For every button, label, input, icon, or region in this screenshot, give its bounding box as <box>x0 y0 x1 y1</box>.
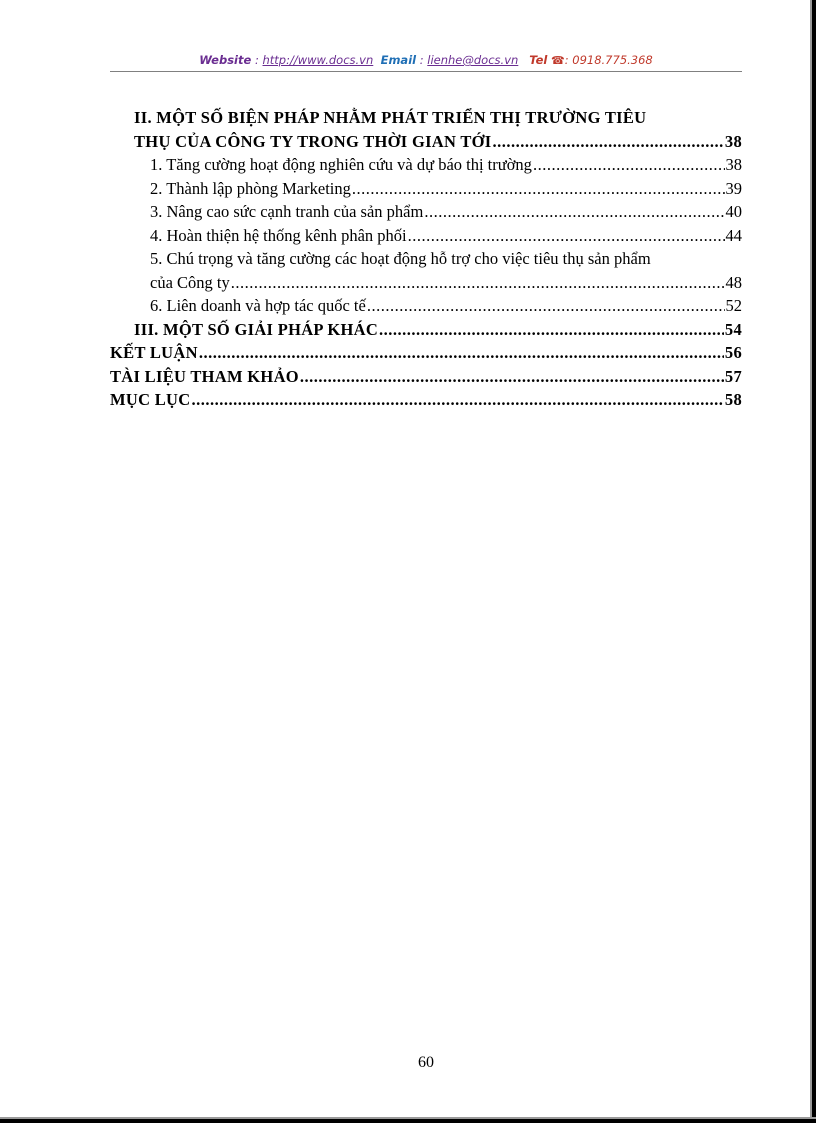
dot-leader <box>199 341 724 365</box>
page-header <box>110 50 742 70</box>
toc-item[interactable] <box>110 224 742 248</box>
dot-leader <box>352 177 725 201</box>
toc-section-ii-line1: II. MỘT SỐ BIỆN PHÁP NHẰM PHÁT TRIỂN THỊ TRƯỜNG TIÊU <box>134 108 647 127</box>
toc-chapter-label: MỤC LỤC <box>110 390 191 409</box>
toc-page-number: 38 <box>725 155 742 174</box>
toc-section-label: III. MỘT SỐ GIẢI PHÁP KHÁC <box>134 319 379 339</box>
toc-item-label: 6. Liên doanh và hợp tác quốc tế <box>150 296 366 315</box>
toc-page-number: 39 <box>725 178 742 198</box>
dot-leader <box>367 294 725 318</box>
toc-page-number: 48 <box>725 272 742 292</box>
website-separator: : <box>251 53 263 67</box>
email-label: Email <box>380 53 417 67</box>
toc-item-5[interactable] <box>110 271 742 295</box>
toc-item[interactable] <box>110 153 742 177</box>
website-link[interactable]: http://www.docs.vn <box>262 53 374 67</box>
website-label: Website <box>199 53 252 67</box>
dot-leader <box>493 130 724 154</box>
table-of-contents <box>110 106 742 412</box>
tel-label: Tel <box>529 53 548 67</box>
toc-page-number: 56 <box>724 343 742 362</box>
phone-icon: ☎ <box>551 54 565 67</box>
dot-leader <box>191 388 723 412</box>
toc-tai-lieu[interactable] <box>110 365 742 389</box>
dot-leader <box>533 153 725 177</box>
dot-leader <box>300 365 724 389</box>
dot-leader <box>379 318 724 342</box>
toc-item-6[interactable] <box>110 294 742 318</box>
toc-item-label: của Công ty <box>150 272 230 292</box>
toc-page-number: 38 <box>724 131 742 151</box>
toc-item-label: 3. Nâng cao sức cạnh tranh của sản phẩm <box>150 202 424 221</box>
toc-section-iii[interactable] <box>110 318 742 342</box>
toc-page-number: 52 <box>725 296 742 315</box>
toc-section-ii-line2: THỤ CỦA CÔNG TY TRONG THỜI GIAN TỚI <box>134 131 492 151</box>
dot-leader <box>408 224 725 248</box>
toc-muc-luc[interactable] <box>110 388 742 412</box>
dot-leader <box>231 271 725 295</box>
toc-page-number: 40 <box>725 202 742 221</box>
toc-item[interactable] <box>110 177 742 201</box>
toc-page-number: 54 <box>724 319 742 339</box>
page-number: 60 <box>418 1054 434 1071</box>
dot-leader <box>424 200 724 224</box>
toc-page-number: 44 <box>725 225 742 245</box>
toc-chapter-label: KẾT LUẬN <box>110 343 198 362</box>
toc-page-number: 57 <box>724 366 742 386</box>
toc-page-number: 58 <box>724 390 742 409</box>
toc-item[interactable] <box>110 200 742 224</box>
toc-item-label: 2. Thành lập phòng Marketing <box>150 178 351 198</box>
page-edge-right <box>812 0 816 1123</box>
toc-item-label: 4. Hoàn thiện hệ thống kênh phân phối <box>150 225 407 245</box>
email-link[interactable]: lienhe@docs.vn <box>427 53 519 67</box>
toc-ket-luan[interactable] <box>110 341 742 365</box>
toc-section-ii[interactable] <box>110 130 742 154</box>
email-separator: : <box>416 53 428 67</box>
toc-chapter-label: TÀI LIỆU THAM KHẢO <box>110 366 299 386</box>
toc-item-5-line1: 5. Chú trọng và tăng cường các hoạt động hỗ trợ cho việc tiêu thụ sản phẩm <box>150 249 651 268</box>
page-edge-bottom <box>0 1119 816 1123</box>
header-divider <box>110 71 742 72</box>
tel-value: : 0918.775.368 <box>564 53 653 67</box>
toc-item-label: 1. Tăng cường hoạt động nghiên cứu và dự báo thị trường <box>150 155 532 174</box>
